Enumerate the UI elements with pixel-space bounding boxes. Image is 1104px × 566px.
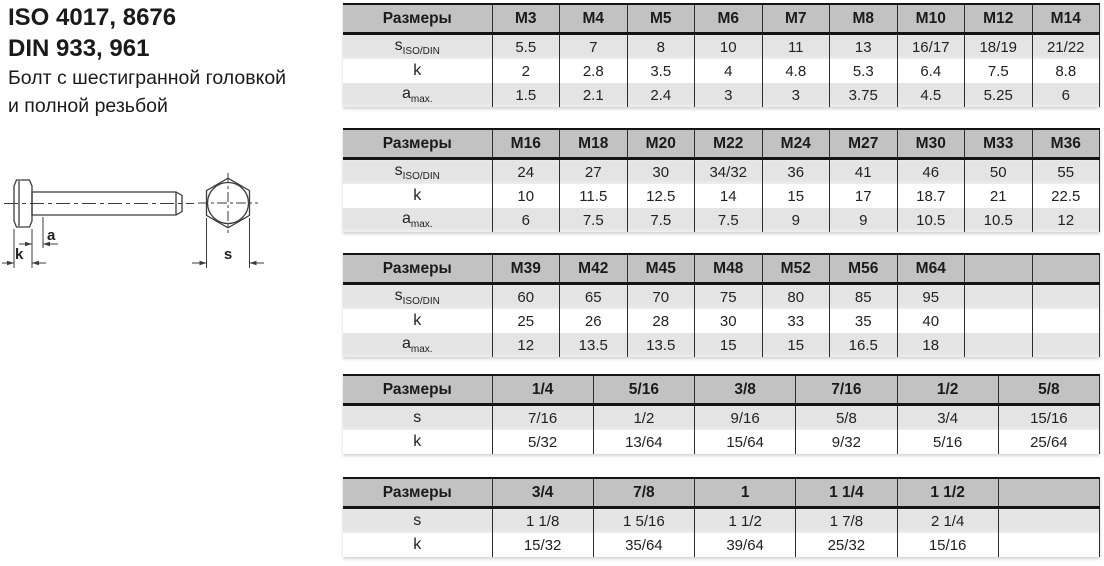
row-label: $s_{ISO/DIN}$ — [343, 284, 492, 310]
row-label: k — [413, 62, 422, 79]
value-cell: 35 — [830, 309, 898, 333]
value-cell: 30 — [695, 309, 763, 333]
table-corner-header: Размеры — [343, 478, 492, 508]
value-cell: 50 — [965, 159, 1033, 185]
table-row — [343, 184, 1100, 208]
table-row — [343, 430, 1100, 454]
value-cell: 11.5 — [560, 184, 628, 208]
dimension-grid — [343, 253, 1100, 357]
value-cell: 10 — [695, 34, 763, 60]
value-cell: 12 — [1032, 208, 1100, 232]
value-cell: 65 — [560, 284, 628, 310]
value-cell: 21 — [965, 184, 1033, 208]
value-cell: 11 — [762, 34, 830, 60]
product-description-line2: и полной резьбой — [8, 95, 168, 117]
size-column-header: 3/4 — [492, 478, 593, 508]
value-cell: 4 — [695, 59, 763, 83]
size-column-header: M42 — [560, 254, 628, 284]
size-column-header: M27 — [830, 129, 898, 159]
value-cell: 28 — [627, 309, 695, 333]
size-column-header — [1032, 254, 1100, 284]
title-block — [8, 2, 286, 120]
row-label: k — [413, 433, 422, 450]
value-cell — [998, 533, 1099, 557]
value-cell: 15/16 — [998, 405, 1099, 431]
value-cell: 46 — [897, 159, 965, 185]
value-cell: 5/16 — [897, 430, 998, 454]
size-column-header: M64 — [897, 254, 965, 284]
value-cell: 18.7 — [897, 184, 965, 208]
dimension-grid — [343, 374, 1100, 454]
size-column-header: M5 — [627, 4, 695, 34]
value-cell: 2 — [492, 59, 560, 83]
size-column-header: 5/16 — [593, 375, 694, 405]
value-cell: 18 — [897, 333, 965, 357]
size-table-imperial-2 — [343, 477, 1100, 557]
size-column-header: M18 — [560, 129, 628, 159]
value-cell: 13 — [830, 34, 898, 60]
value-cell: 14 — [695, 184, 763, 208]
value-cell: 1.5 — [492, 83, 560, 107]
value-cell: 21/22 — [1032, 34, 1100, 60]
value-cell: 3 — [762, 83, 830, 107]
row-label: $a_{max.}$ — [343, 333, 492, 357]
value-cell: 1 5/16 — [593, 508, 694, 534]
size-column-header — [965, 254, 1033, 284]
size-column-header: M7 — [762, 4, 830, 34]
value-cell: 85 — [830, 284, 898, 310]
value-cell: 3.5 — [627, 59, 695, 83]
product-description-line1: Болт с шестигранной головкой — [8, 67, 287, 89]
table-corner-header: Размеры — [343, 4, 492, 34]
row-label: k — [413, 536, 422, 553]
size-column-header: M36 — [1032, 129, 1100, 159]
value-cell: 9 — [762, 208, 830, 232]
size-column-header: M52 — [762, 254, 830, 284]
size-column-header: 1/2 — [897, 375, 998, 405]
size-column-header: 7/8 — [593, 478, 694, 508]
dimension-k — [2, 229, 46, 268]
size-column-header: M56 — [830, 254, 898, 284]
table-row — [343, 309, 1100, 333]
dimension-grid — [343, 477, 1100, 557]
value-cell: 5.25 — [965, 83, 1033, 107]
value-cell: 1 7/8 — [796, 508, 897, 534]
value-cell: 9/32 — [796, 430, 897, 454]
value-cell: 6 — [1032, 83, 1100, 107]
value-cell: 16.5 — [830, 333, 898, 357]
row-label: k — [413, 312, 422, 329]
bolt-side-view — [4, 180, 194, 227]
value-cell: 3.75 — [830, 83, 898, 107]
value-cell: 15/16 — [897, 533, 998, 557]
bolt-technical-drawing — [0, 160, 280, 280]
value-cell: 16/17 — [897, 34, 965, 60]
value-cell: 9 — [830, 208, 898, 232]
value-cell: 12.5 — [627, 184, 695, 208]
value-cell: 5/8 — [796, 405, 897, 431]
value-cell: 6 — [492, 208, 560, 232]
value-cell: 13.5 — [560, 333, 628, 357]
dimension-a-label: a — [47, 227, 56, 244]
table-row — [343, 208, 1100, 232]
value-cell: 15 — [762, 333, 830, 357]
size-table-metric-2 — [343, 128, 1100, 232]
value-cell: 10.5 — [965, 208, 1033, 232]
size-column-header: M3 — [492, 4, 560, 34]
value-cell: 7.5 — [965, 59, 1033, 83]
value-cell: 2 1/4 — [897, 508, 998, 534]
table-corner-header: Размеры — [343, 129, 492, 159]
value-cell: 9/16 — [695, 405, 796, 431]
value-cell: 25/32 — [796, 533, 897, 557]
value-cell: 15 — [762, 184, 830, 208]
value-cell: 2.1 — [560, 83, 628, 107]
value-cell — [1032, 333, 1100, 357]
value-cell: 25/64 — [998, 430, 1099, 454]
dimension-k-label: k — [15, 246, 24, 263]
size-column-header: M22 — [695, 129, 763, 159]
size-column-header: M14 — [1032, 4, 1100, 34]
value-cell: 80 — [762, 284, 830, 310]
size-column-header: M16 — [492, 129, 560, 159]
size-column-header: 5/8 — [998, 375, 1099, 405]
value-cell: 40 — [897, 309, 965, 333]
value-cell: 33 — [762, 309, 830, 333]
value-cell: 36 — [762, 159, 830, 185]
size-column-header: 1 — [695, 478, 796, 508]
table-row — [343, 533, 1100, 557]
value-cell: 7.5 — [560, 208, 628, 232]
value-cell: 12 — [492, 333, 560, 357]
value-cell: 7.5 — [695, 208, 763, 232]
size-column-header: M33 — [965, 129, 1033, 159]
value-cell: 26 — [560, 309, 628, 333]
value-cell: 18/19 — [965, 34, 1033, 60]
value-cell: 8 — [627, 34, 695, 60]
table-row — [343, 333, 1100, 357]
dimension-grid — [343, 3, 1100, 107]
iso-standard-title: ISO 4017, 8676 — [8, 4, 177, 31]
value-cell: 39/64 — [695, 533, 796, 557]
size-column-header: 1/4 — [492, 375, 593, 405]
value-cell: 13.5 — [627, 333, 695, 357]
dimension-grid — [343, 128, 1100, 232]
size-column-header: 7/16 — [796, 375, 897, 405]
value-cell: 75 — [695, 284, 763, 310]
size-column-header — [998, 478, 1099, 508]
din-standard-title: DIN 933, 961 — [8, 35, 150, 62]
table-corner-header: Размеры — [343, 254, 492, 284]
value-cell: 22.5 — [1032, 184, 1100, 208]
size-column-header: 1 1/4 — [796, 478, 897, 508]
value-cell: 10 — [492, 184, 560, 208]
table-row — [343, 405, 1100, 431]
row-label: k — [413, 187, 422, 204]
size-column-header: M30 — [897, 129, 965, 159]
table-row — [343, 34, 1100, 60]
size-table-metric-3 — [343, 253, 1100, 357]
value-cell: 95 — [897, 284, 965, 310]
value-cell: 3 — [695, 83, 763, 107]
value-cell: 2.8 — [560, 59, 628, 83]
size-column-header: 1 1/2 — [897, 478, 998, 508]
table-corner-header: Размеры — [343, 375, 492, 405]
row-label: $a_{max.}$ — [343, 83, 492, 107]
size-column-header: M20 — [627, 129, 695, 159]
row-label: s — [343, 508, 492, 534]
value-cell: 13/64 — [593, 430, 694, 454]
value-cell: 15 — [695, 333, 763, 357]
value-cell: 4.8 — [762, 59, 830, 83]
value-cell — [965, 309, 1033, 333]
size-column-header: M39 — [492, 254, 560, 284]
row-label: s — [343, 405, 492, 431]
size-column-header: 3/8 — [695, 375, 796, 405]
size-column-header: M24 — [762, 129, 830, 159]
table-row — [343, 159, 1100, 185]
size-column-header: M48 — [695, 254, 763, 284]
table-row — [343, 83, 1100, 107]
value-cell: 15/64 — [695, 430, 796, 454]
value-cell — [965, 333, 1033, 357]
size-column-header: M45 — [627, 254, 695, 284]
value-cell: 2.4 — [627, 83, 695, 107]
value-cell: 1 1/2 — [695, 508, 796, 534]
value-cell: 34/32 — [695, 159, 763, 185]
size-column-header: M12 — [965, 4, 1033, 34]
value-cell: 6.4 — [897, 59, 965, 83]
table-row — [343, 284, 1100, 310]
value-cell: 3/4 — [897, 405, 998, 431]
value-cell: 27 — [560, 159, 628, 185]
value-cell: 1 1/8 — [492, 508, 593, 534]
value-cell: 17 — [830, 184, 898, 208]
dimension-a — [19, 217, 58, 268]
row-label: $s_{ISO/DIN}$ — [343, 34, 492, 60]
size-column-header: M6 — [695, 4, 763, 34]
value-cell: 7 — [560, 34, 628, 60]
value-cell: 1/2 — [593, 405, 694, 431]
value-cell: 7/16 — [492, 405, 593, 431]
size-column-header: M10 — [897, 4, 965, 34]
dimension-s-label: s — [223, 246, 233, 263]
value-cell — [1032, 309, 1100, 333]
size-column-header: M8 — [830, 4, 898, 34]
value-cell: 24 — [492, 159, 560, 185]
value-cell: 41 — [830, 159, 898, 185]
value-cell — [965, 284, 1033, 310]
row-label: $s_{ISO/DIN}$ — [343, 159, 492, 185]
value-cell: 4.5 — [897, 83, 965, 107]
value-cell: 60 — [492, 284, 560, 310]
table-row — [343, 508, 1100, 534]
value-cell: 7.5 — [627, 208, 695, 232]
value-cell: 10.5 — [897, 208, 965, 232]
value-cell: 70 — [627, 284, 695, 310]
value-cell: 5.5 — [492, 34, 560, 60]
table-row — [343, 59, 1100, 83]
value-cell: 35/64 — [593, 533, 694, 557]
value-cell: 5/32 — [492, 430, 593, 454]
size-table-metric-1 — [343, 3, 1100, 107]
value-cell: 8.8 — [1032, 59, 1100, 83]
value-cell: 5.3 — [830, 59, 898, 83]
value-cell — [998, 508, 1099, 534]
value-cell: 55 — [1032, 159, 1100, 185]
value-cell — [1032, 284, 1100, 310]
value-cell: 15/32 — [492, 533, 593, 557]
size-table-imperial-1 — [343, 374, 1100, 454]
row-label: $a_{max.}$ — [343, 208, 492, 232]
value-cell: 25 — [492, 309, 560, 333]
size-column-header: M4 — [560, 4, 628, 34]
value-cell: 30 — [627, 159, 695, 185]
